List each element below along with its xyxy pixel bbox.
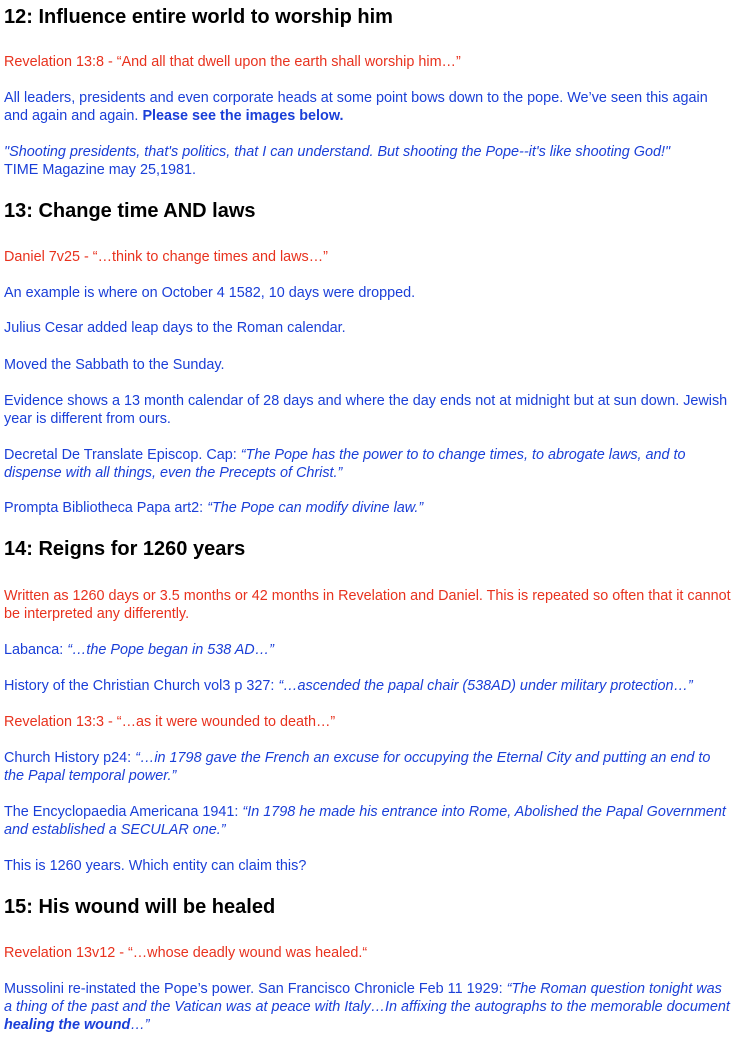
section-13-scripture: Daniel 7v25 - “…think to change times and laws…”	[4, 249, 328, 265]
section-15-p1-quote-end: …”	[130, 1017, 150, 1033]
section-12-body-bold: Please see the images below.	[142, 108, 344, 124]
section-13-p5	[4, 446, 731, 482]
section-14-p2	[4, 677, 731, 695]
section-14-p5: This is 1260 years. Which entity can claim this?	[4, 858, 307, 874]
section-14-p2-source: History of the Christian Church vol3 p 327:	[4, 678, 279, 694]
section-13-heading: 13: Change time AND laws	[4, 200, 256, 222]
section-15-p1-emphasis: healing the wound	[4, 1017, 131, 1033]
section-14-p1-source: Labanca:	[4, 642, 68, 658]
section-13-p2: Julius Cesar added leap days to the Roman calendar.	[4, 320, 346, 336]
section-14-p4-source: The Encyclopaedia Americana 1941:	[4, 804, 243, 820]
section-12-quote	[4, 143, 731, 179]
section-14-p2-quote: “…ascended the papal chair (538AD) under military protection…”	[278, 678, 693, 694]
section-13-p6-quote: “The Pope can modify divine law.”	[207, 500, 424, 516]
section-15-p1-source: Mussolini re-instated the Pope’s power. San Francisco Chronicle Feb 11 1929:	[4, 981, 507, 997]
section-14-p3	[4, 749, 731, 785]
section-14-p4	[4, 803, 731, 839]
section-13-p5-quote: “The Pope has the power to to change times, to abrogate laws, and to dispense with all things, even the Precepts of Christ.”	[4, 447, 686, 481]
section-15-p1	[4, 980, 731, 1034]
section-12-body	[4, 89, 731, 125]
section-13-p6	[4, 499, 731, 517]
section-13-p6-source: Prompta Bibliotheca Papa art2:	[4, 500, 208, 516]
section-14-p1	[4, 641, 731, 659]
section-13-p5-source: Decretal De Translate Episcop. Cap:	[4, 447, 241, 463]
section-15-scripture: Revelation 13v12 - “…whose deadly wound was healed.“	[4, 945, 368, 961]
section-12-scripture: Revelation 13:8 - “And all that dwell upon the earth shall worship him…”	[4, 54, 461, 70]
section-12-quote-source: TIME Magazine may 25,1981.	[4, 162, 196, 178]
section-13-p3: Moved the Sabbath to the Sunday.	[4, 357, 225, 373]
section-15-heading: 15: His wound will be healed	[4, 896, 276, 918]
section-15-p1-quote: “The Roman question tonight was a thing of the past and the Vatican was at peace with Italy…In affixing the autographs to the memorable document	[4, 981, 730, 1015]
section-14-p4-quote: “In 1798 he made his entrance into Rome, Abolished the Papal Government and established a SECULAR one.”	[4, 804, 726, 838]
section-12-body-text: All leaders, presidents and even corporate heads at some point bows down to the pope. We’ve seen this again and again and again.	[4, 90, 708, 124]
section-13-p1: An example is where on October 4 1582, 10 days were dropped.	[4, 285, 416, 301]
section-14-p3-source: Church History p24:	[4, 750, 136, 766]
section-14-p1-quote: “…the Pope began in 538 AD…”	[67, 642, 274, 658]
section-14-p3-quote: “…in 1798 gave the French an excuse for occupying the Eternal City and putting an end to the Papal temporal power.”	[4, 750, 711, 784]
section-12-quote-text: "Shooting presidents, that's politics, that I can understand. But shooting the Pope--it's like shooting God!"	[4, 144, 671, 160]
section-14-scripture: Revelation 13:3 - “…as it were wounded to death…”	[4, 714, 336, 730]
section-12-heading: 12: Influence entire world to worship him	[4, 6, 393, 28]
section-14-intro: Written as 1260 days or 3.5 months or 42 months in Revelation and Daniel. This is repeated so often that it cannot be interpreted any differently.	[4, 588, 731, 622]
section-14-heading: 14: Reigns for 1260 years	[4, 538, 246, 560]
section-13-p4: Evidence shows a 13 month calendar of 28 days and where the day ends not at midnight but at sun down. Jewish year is different from ours.	[4, 393, 728, 427]
